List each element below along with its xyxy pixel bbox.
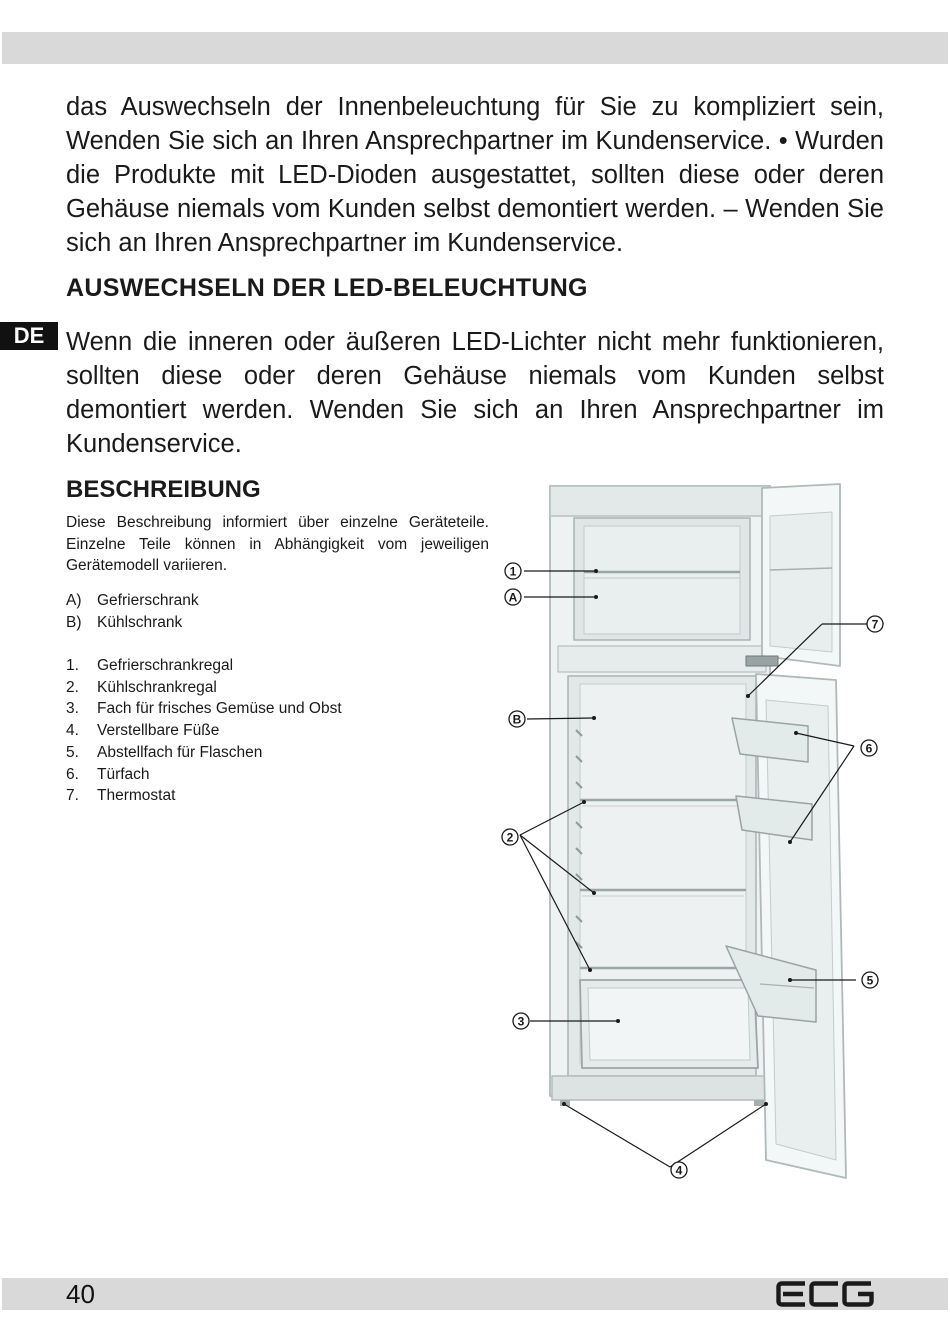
callout-B-label: B — [512, 712, 522, 727]
callout-3 — [513, 1013, 529, 1029]
list-marker: 6. — [66, 765, 79, 783]
callout-4-label: 4 — [675, 1163, 683, 1178]
list-marker: B) — [66, 613, 82, 631]
list-label: Fach für frisches Gemüse und Obst — [97, 700, 342, 718]
ecg-logo — [776, 1281, 874, 1307]
page-number: 40 — [66, 1279, 95, 1309]
fridge-diagram — [490, 470, 900, 1200]
language-tab — [0, 322, 58, 350]
list-item — [66, 698, 342, 720]
list-marker: 7. — [66, 787, 79, 805]
callout-6 — [861, 740, 877, 756]
list-item — [66, 590, 199, 612]
language-tab-label: DE — [13, 323, 45, 348]
section-list — [66, 590, 199, 633]
callout-A — [505, 589, 521, 605]
list-marker: 2. — [66, 678, 79, 696]
callout-4 — [671, 1162, 687, 1178]
list-marker: 1. — [66, 657, 79, 674]
description-intro: Diese Beschreibung informiert über einzelne Geräteteile. Einzelne Teile können in Abhängigkeit vom jeweiligen Gerätemodell variieren. — [66, 514, 489, 575]
list-label: Kühlschrankregal — [97, 678, 217, 696]
callout-1 — [505, 563, 521, 579]
list-label: Abstellfach für Flaschen — [97, 743, 263, 761]
list-item — [66, 720, 342, 742]
callout-3-label: 3 — [517, 1014, 525, 1029]
list-label: Gefrierschrankregal — [97, 657, 234, 674]
callout-1-label: 1 — [509, 564, 517, 579]
led-paragraph: Wenn die inneren oder äußeren LED-Lichter nicht mehr funktionieren, sollten diese oder deren Gehäuse niemals vom Kunden selbst demontiert werden. Wenden Sie sich an Ihren Ansprechpartner im Kundenservice. — [66, 328, 884, 458]
callout-2 — [502, 829, 518, 845]
callout-7 — [867, 616, 883, 632]
list-label: Türfach — [97, 765, 150, 783]
callout-A-label: A — [508, 590, 518, 605]
list-item — [66, 764, 342, 786]
intro-paragraph: das Auswechseln der Innenbeleuchtung für Sie zu kompliziert sein, Wenden Sie sich an Ihren Ansprechpartner im Kundenservice. • Wurden die Produkte mit LED-Dioden ausgestattet, sollten diese oder deren Gehäuse niemals vom Kunden selbst demontiert werden. – Wenden Sie sich an Ihren Ansprechpartner im Kundenservice. — [66, 93, 884, 257]
description-heading: BESCHREIBUNG — [66, 476, 261, 503]
list-marker: 3. — [66, 700, 79, 718]
callout-7-label: 7 — [871, 617, 879, 632]
list-item — [66, 742, 342, 764]
list-item — [66, 655, 342, 677]
callout-B — [509, 711, 525, 727]
list-marker: A) — [66, 592, 82, 609]
list-marker: 5. — [66, 743, 79, 761]
callout-5-label: 5 — [866, 973, 874, 988]
list-marker: 4. — [66, 722, 79, 740]
led-heading: AUSWECHSELN DER LED-BELEUCHTUNG — [66, 274, 588, 302]
list-item — [66, 785, 342, 807]
list-label: Gefrierschrank — [97, 592, 199, 609]
list-label: Kühlschrank — [97, 613, 183, 631]
parts-list — [66, 655, 342, 807]
header-bar — [2, 32, 948, 64]
callout-2-label: 2 — [506, 830, 514, 845]
fridge-illustration — [550, 484, 846, 1178]
list-label: Verstellbare Füße — [97, 722, 220, 740]
list-item — [66, 677, 342, 699]
list-item — [66, 612, 199, 634]
callout-6-label: 6 — [865, 741, 873, 756]
list-label: Thermostat — [97, 787, 176, 805]
callout-5 — [862, 972, 878, 988]
